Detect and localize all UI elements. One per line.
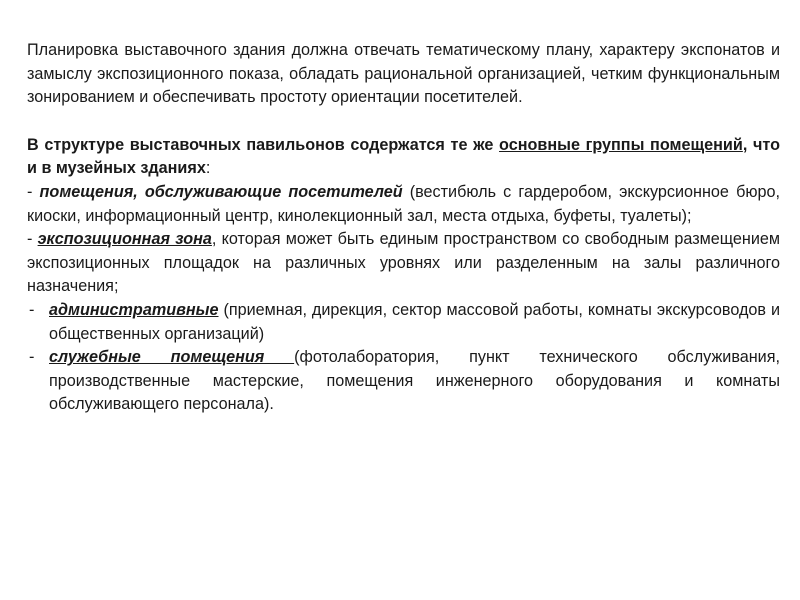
term-administrative: административные — [49, 300, 219, 319]
dash-marker: - — [27, 230, 38, 249]
list-item-administrative — [27, 299, 780, 346]
bullet-marker: - — [29, 348, 35, 367]
desc-administrative: (приемная, дирекция, сектор массовой работы, комнаты экскурсоводов и общественных организаций) — [49, 300, 780, 343]
intro-paragraph: Планировка выставочного здания должна отвечать тематическому плану, характеру экспонатов и замыслу экспозиционного показа, обладать рациональной организацией, четким функциональным зонированием и обеспечивать простоту ориентации посетителей. — [27, 41, 780, 107]
lead-colon: : — [205, 159, 211, 178]
list-item-visitors — [27, 181, 780, 228]
list-item-exposition — [27, 228, 780, 299]
structure-lead — [27, 134, 780, 181]
dash-marker: - — [27, 182, 40, 201]
lead-suffix: , что и в музейных зданиях — [27, 135, 780, 178]
term-service: служебные помещения — [49, 348, 295, 367]
desc-exposition: , которая может быть единым пространством со свободным размещением экспозиционных площадок на различных уровнях или разделенным на залы различного назначения; — [27, 230, 780, 296]
sub-list — [27, 299, 780, 417]
lead-prefix: В структуре выставочных павильонов содержатся те же — [27, 135, 500, 154]
term-exposition: экспозиционная зона — [37, 230, 212, 249]
desc-visitors: (вестибюль с гардеробом, экскурсионное бюро, киоски, информационный центр, кинолекционный зал, места отдыха, буфеты, туалеты); — [27, 182, 780, 225]
desc-service: (фотолаборатория, пункт технического обслуживания, производственные мастерские, помещения инженерного оборудования и комнаты обслуживающего персонала). — [49, 348, 780, 414]
bullet-marker: - — [29, 300, 35, 319]
text-body — [27, 39, 780, 417]
lead-underlined: основные группы помещений — [499, 135, 743, 154]
list-item-service — [27, 346, 780, 417]
term-visitors: помещения, обслуживающие посетителей — [39, 182, 403, 201]
